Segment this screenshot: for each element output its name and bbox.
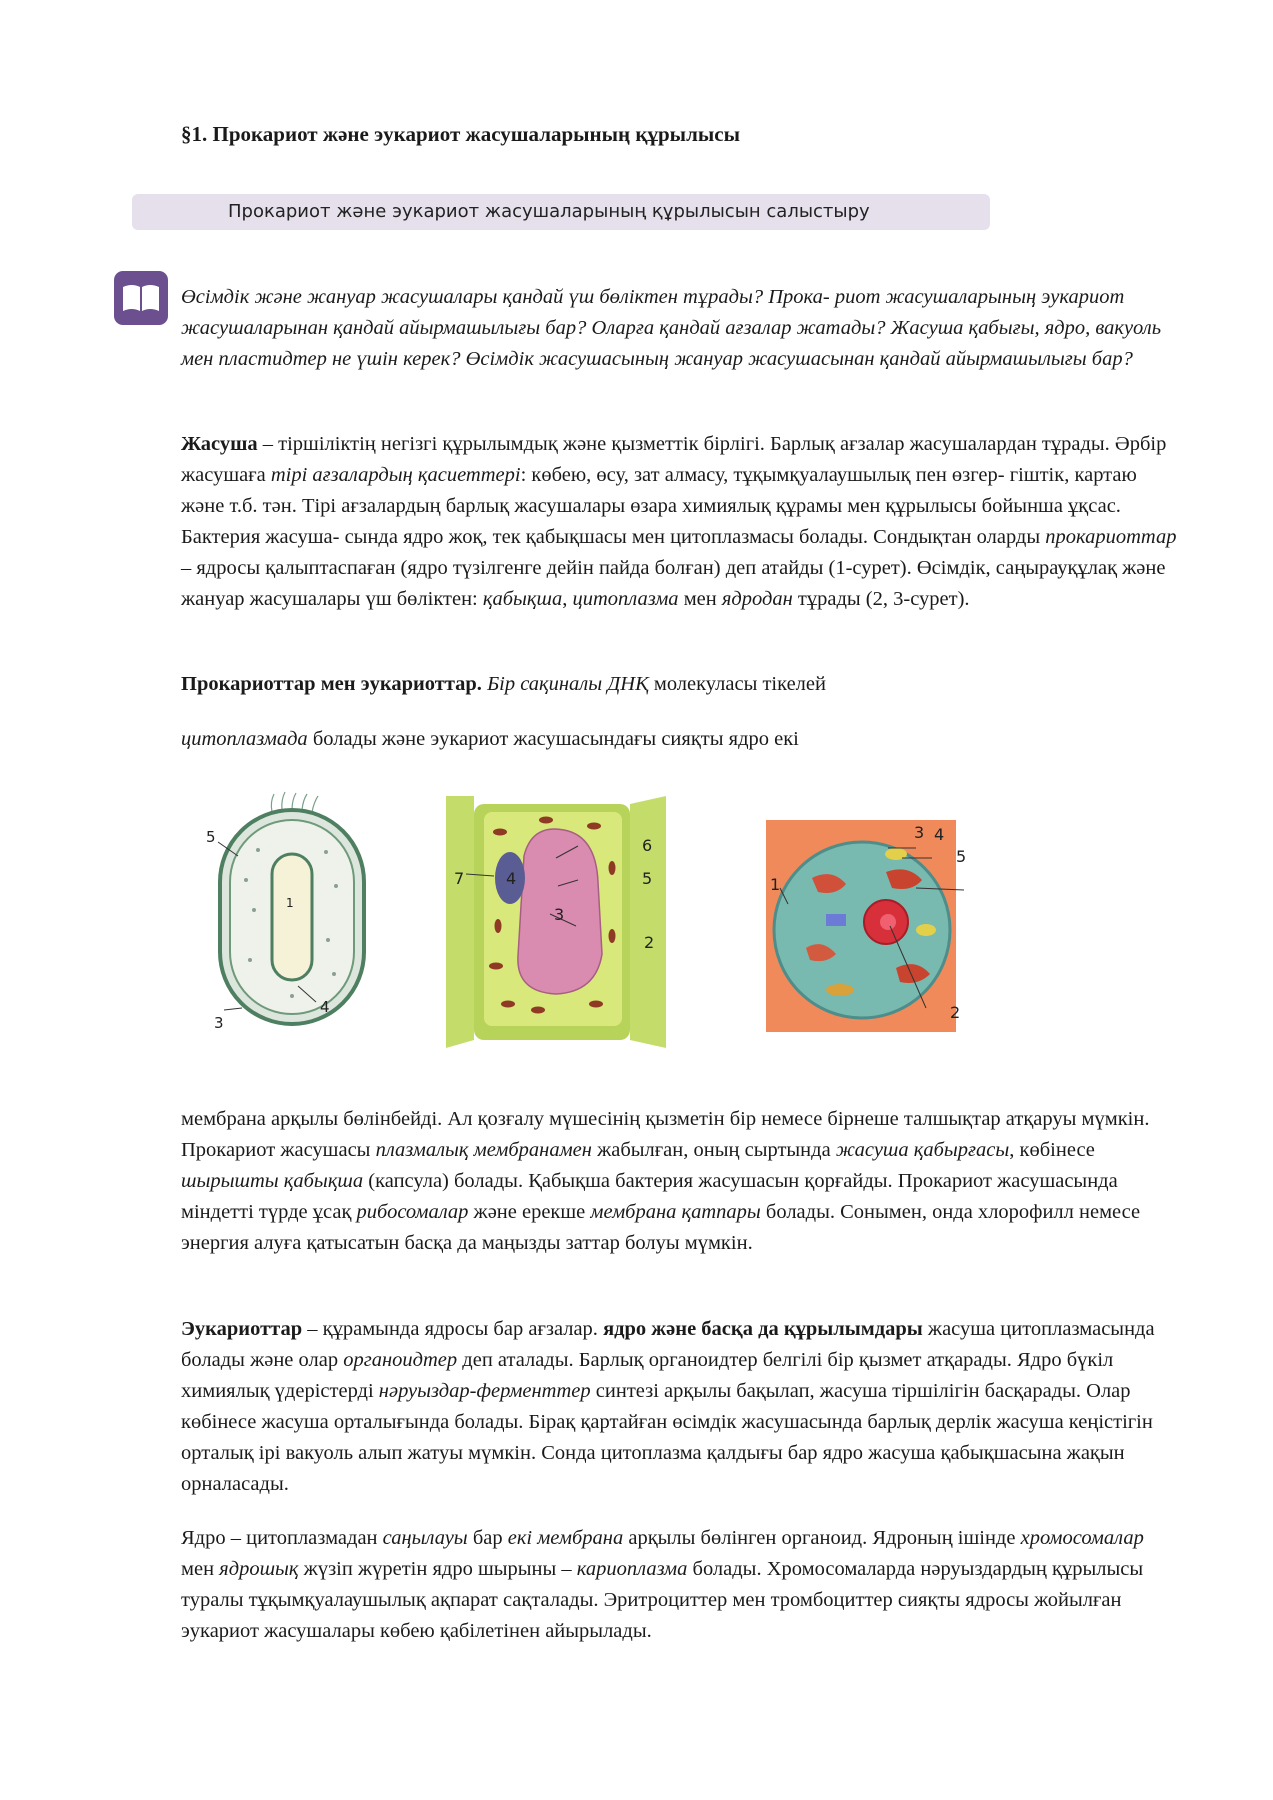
- fig2-label: 2: [644, 933, 655, 952]
- figure-plant-cell: [446, 796, 666, 1048]
- paragraph-cytoplasm: цитоплазмада болады және эукариот жасушасындағы сияқты ядро екі: [181, 728, 799, 750]
- fig1-label: 3: [214, 1014, 224, 1030]
- page-title: §1. Прокариот және эукариот жасушаларының құрылысы: [181, 122, 740, 146]
- term-eukaryotes: Эукариоттар: [181, 1318, 303, 1340]
- fig3-label: 2: [950, 1003, 961, 1022]
- fig3-label: 5: [956, 847, 967, 866]
- fig2-label: 4: [506, 869, 517, 888]
- paragraph-prokaryotes-heading: Прокариоттар мен эукариоттар. Бір сақиналы ДНҚ молекуласы тікелей: [181, 673, 826, 695]
- animal-nucleolus: [880, 914, 896, 930]
- fig1-label: 1: [286, 896, 294, 910]
- bacterium-nucleoid: [272, 854, 312, 980]
- fig2-label: 5: [642, 869, 653, 888]
- intro-questions: Өсімдік және жануар жасушалары қандай үш бөліктен тұрады? Прока- риот жасушаларының эукариот жасушаларынан қандай айырмашылығы бар? Оларға қандай ағзалар жатады? Жасуша қабығы, ядро, вакуоль мен пластидтер не үшін керек? Өсімдік жасушасының жануар жасушасынан қандай айырмашылығы бар?: [181, 286, 1162, 370]
- paragraph-eukaryotes: Эукариоттар – құрамында ядросы бар ағзалар. ядро және басқа да құрылымдары жасуша цитоплазмасында болады және олар органоидтер деп аталады. Барлық органоидтер белгілі бір қызмет атқарады. Ядро бүкіл химиялық үдерістерді нәруыздар-ферменттер синтезі арқылы бақылап, жасуша тіршілігін басқарады. Олар көбінесе жасуша орталығында болады. Бірақ қартайған өсімдік жасушасында барлық дерлік жасуша кеңістігін орталық ірі вакуоль алып жатуы мүмкін. Сонда цитоплазма қалдығы бар ядро жасуша қабықшасына жақын орналасады.: [181, 1318, 1155, 1495]
- section-banner: Прокариот және эукариот жасушаларының құрылысын салыстыру: [132, 194, 990, 230]
- figure-animal-cell: [766, 818, 976, 1034]
- figure-prokaryote-cell: [196, 790, 386, 1030]
- fig2-label: 7: [454, 869, 465, 888]
- paragraph-nucleus: Ядро – цитоплазмадан саңылауы бар екі мембрана арқылы бөлінген органоид. Ядроның ішінде хромосомалар мен ядрошық жүзіп жүретін ядро шырыны – кариоплазма болады. Хромосомаларда нәруыздардың құрылысы туралы тұқымқуалаушылық ақпарат сақталады. Эритроциттер мен тромбоциттер сияқты ядросы жойылған эукариот жасушалары көбею қабілетінен айырылады.: [181, 1527, 1144, 1642]
- fig3-label: 4: [934, 825, 945, 844]
- fig1-label: 5: [206, 828, 216, 846]
- fig2-label: 3: [554, 905, 565, 924]
- fig3-label: 3: [914, 823, 925, 842]
- paragraph-prokaryote-structure: мембрана арқылы бөлінбейді. Ал қозғалу мүшесінің қызметін бір немесе бірнеше талшықтар атқаруы мүмкін. Прокариот жасушасы плазмалық мембранамен жабылған, оның сыртында жасуша қабырғасы, көбінесе шырышты қабықша (капсула) болады. Қабықша бактерия жасушасын қорғайды. Прокариот жасушасында міндетті түрде ұсақ рибосомалар және ерекше мембрана қатпары болады. Сонымен, онда хлорофилл немесе энергия алуға қатысатын басқа да маңызды заттар болуы мүмкін.: [181, 1108, 1150, 1254]
- fig3-label: 1: [770, 875, 781, 894]
- paragraph-cell: Жасуша – тіршіліктің негізгі құрылымдық және қызметтік бірлігі. Барлық ағзалар жасушалардан тұрады. Әрбір жасушаға тірі ағзалардың қасиеттері: көбею, өсу, зат алмасу, тұқымқуалаушылық пен өзгер- гіштік, картаю және т.б. тән. Тірі ағзалардың барлық жасушалары өзара химиялық құрамы мен құрылысы бойынша ұқсас. Бактерия жасуша- сында ядро жоқ, тек қабықшасы мен цитоплазмасы болады. Сондықтан оларды прокариоттар – ядросы қалыптаспаған (ядро түзілгенге дейін пайда болған) деп атайды (1-сурет). Өсімдік, саңырауқұлақ және жануар жасушалары үш бөліктен: қабықша, цитоплазма мен ядродан тұрады (2, 3-сурет).: [181, 433, 1177, 610]
- fig1-label: 4: [320, 998, 330, 1016]
- book-icon: [113, 270, 169, 326]
- term-cell: Жасуша: [181, 433, 258, 455]
- fig2-label: 6: [642, 836, 653, 855]
